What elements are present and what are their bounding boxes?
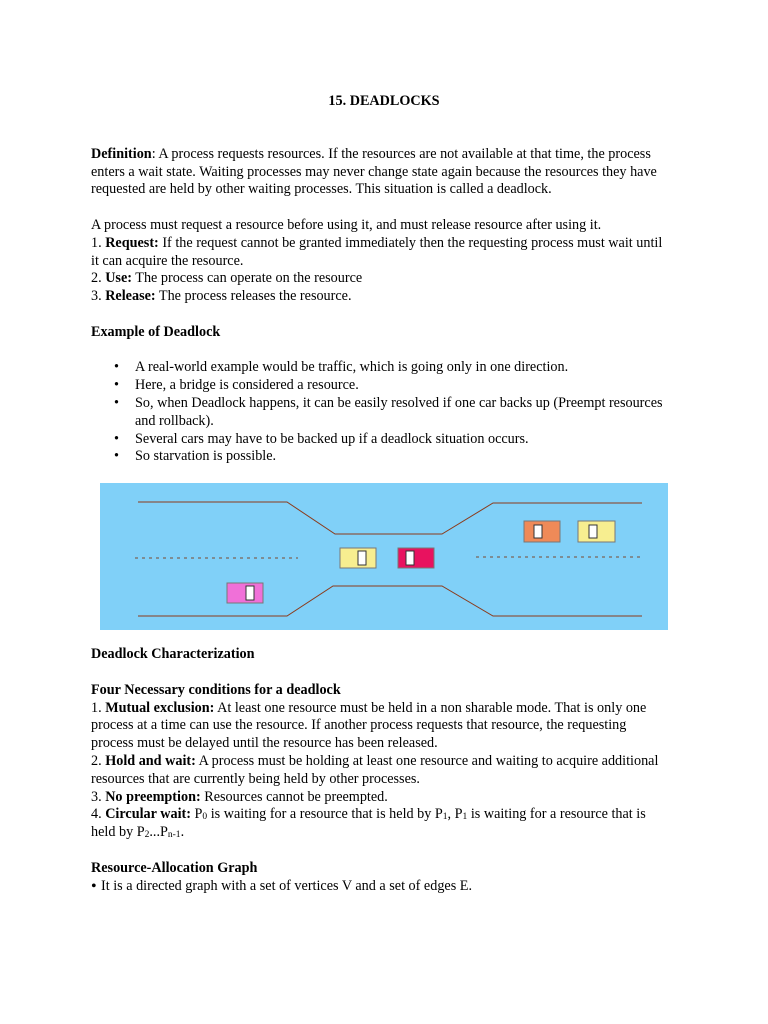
usage-intro: A process must request a resource before using it, and must release resource after using it. <box>91 216 602 233</box>
characterization-heading-text: Deadlock Characterization <box>91 646 255 663</box>
condition-number: 1. <box>91 699 106 716</box>
condition-mutual-exclusion <box>91 700 671 753</box>
step-number: 1. <box>91 234 106 251</box>
rag-bullet <box>91 878 671 896</box>
rag-heading-text: Resource-Allocation Graph <box>91 859 258 876</box>
rag-bullet-text: It is a directed graph with a set of vertices V and a set of edges E. <box>101 877 472 894</box>
step-text: If the request cannot be granted immediately then the requesting process must wait until it can acquire the resource. <box>91 234 663 269</box>
list-item: • Several cars may have to be backed up if a deadlock situation occurs. <box>135 431 671 449</box>
step-label: Use: <box>105 270 132 287</box>
list-item: • A real-world example would be traffic, which is going only in one direction. <box>135 359 671 377</box>
bullet-icon: • <box>91 877 97 895</box>
condition-text: Resources cannot be preempted. <box>200 788 388 805</box>
condition-number: 2. <box>91 752 106 769</box>
car-magenta-bridge <box>398 548 434 568</box>
condition-number: 4. <box>91 806 106 823</box>
example-bullet-list <box>91 359 671 466</box>
example-heading <box>91 324 671 342</box>
car-yellow-right <box>578 521 615 542</box>
bridge-diagram <box>100 483 668 630</box>
condition-text: At least one resource must be held in a non sharable mode. That is only one process at a time can use the resource. If another process requests that resource, the requesting process must be delayed until the resource has been released. <box>91 699 647 752</box>
definition-label: Definition <box>91 145 152 162</box>
condition-circular-wait: 4. Circular wait: $P_0$ is waiting for a resource that is held by $P_1$, $P_1$ is waiting for a resource that is held by $P_2...P_{n-1}$. <box>91 806 646 841</box>
condition-hold-and-wait <box>91 753 671 789</box>
characterization-heading <box>91 646 671 664</box>
conditions-heading <box>91 682 671 700</box>
usage-step-request <box>91 235 671 271</box>
condition-label: No preemption: <box>105 788 201 805</box>
rag-heading <box>91 860 671 878</box>
condition-label: Mutual exclusion: <box>105 699 215 716</box>
step-text: The process releases the resource. <box>155 288 352 305</box>
bridge-traffic-illustration <box>100 483 668 630</box>
car-yellow-bridge <box>340 548 376 568</box>
step-number: 2. <box>91 270 106 287</box>
list-item: • So, when Deadlock happens, it can be easily resolved if one car backs up (Preempt resources and rollback). <box>135 395 671 431</box>
car-pink <box>227 583 263 603</box>
document-body <box>91 93 671 895</box>
definition-text: : A process requests resources. If the resources are not available at that time, the process enters a wait state. Waiting processes may never change state again because the resources they have requested are held by other waiting processes. This situation is called a deadlock. <box>91 145 657 198</box>
step-label: Release: <box>105 288 156 305</box>
page-title: 15. DEADLOCKS <box>328 93 440 109</box>
usage-step-use <box>91 270 671 288</box>
step-number: 3. <box>91 288 106 305</box>
list-item: • So starvation is possible. <box>135 448 671 466</box>
condition-label: Hold and wait: <box>105 752 196 769</box>
list-item: • Here, a bridge is considered a resource. <box>135 377 671 395</box>
usage-step-release <box>91 288 671 306</box>
condition-text: A process must be holding at least one resource and waiting to acquire additional resources that are currently being held by other processes. <box>91 752 659 787</box>
definition-paragraph <box>91 146 671 199</box>
condition-no-preemption <box>91 789 671 807</box>
condition-number: 3. <box>91 788 106 805</box>
step-text: The process can operate on the resource <box>131 270 363 287</box>
conditions-heading-text: Four Necessary conditions for a deadlock <box>91 681 341 698</box>
condition-label: Circular wait: <box>105 806 191 823</box>
car-orange <box>524 521 560 542</box>
example-heading-text: Example of Deadlock <box>91 323 221 340</box>
step-label: Request: <box>105 234 159 251</box>
